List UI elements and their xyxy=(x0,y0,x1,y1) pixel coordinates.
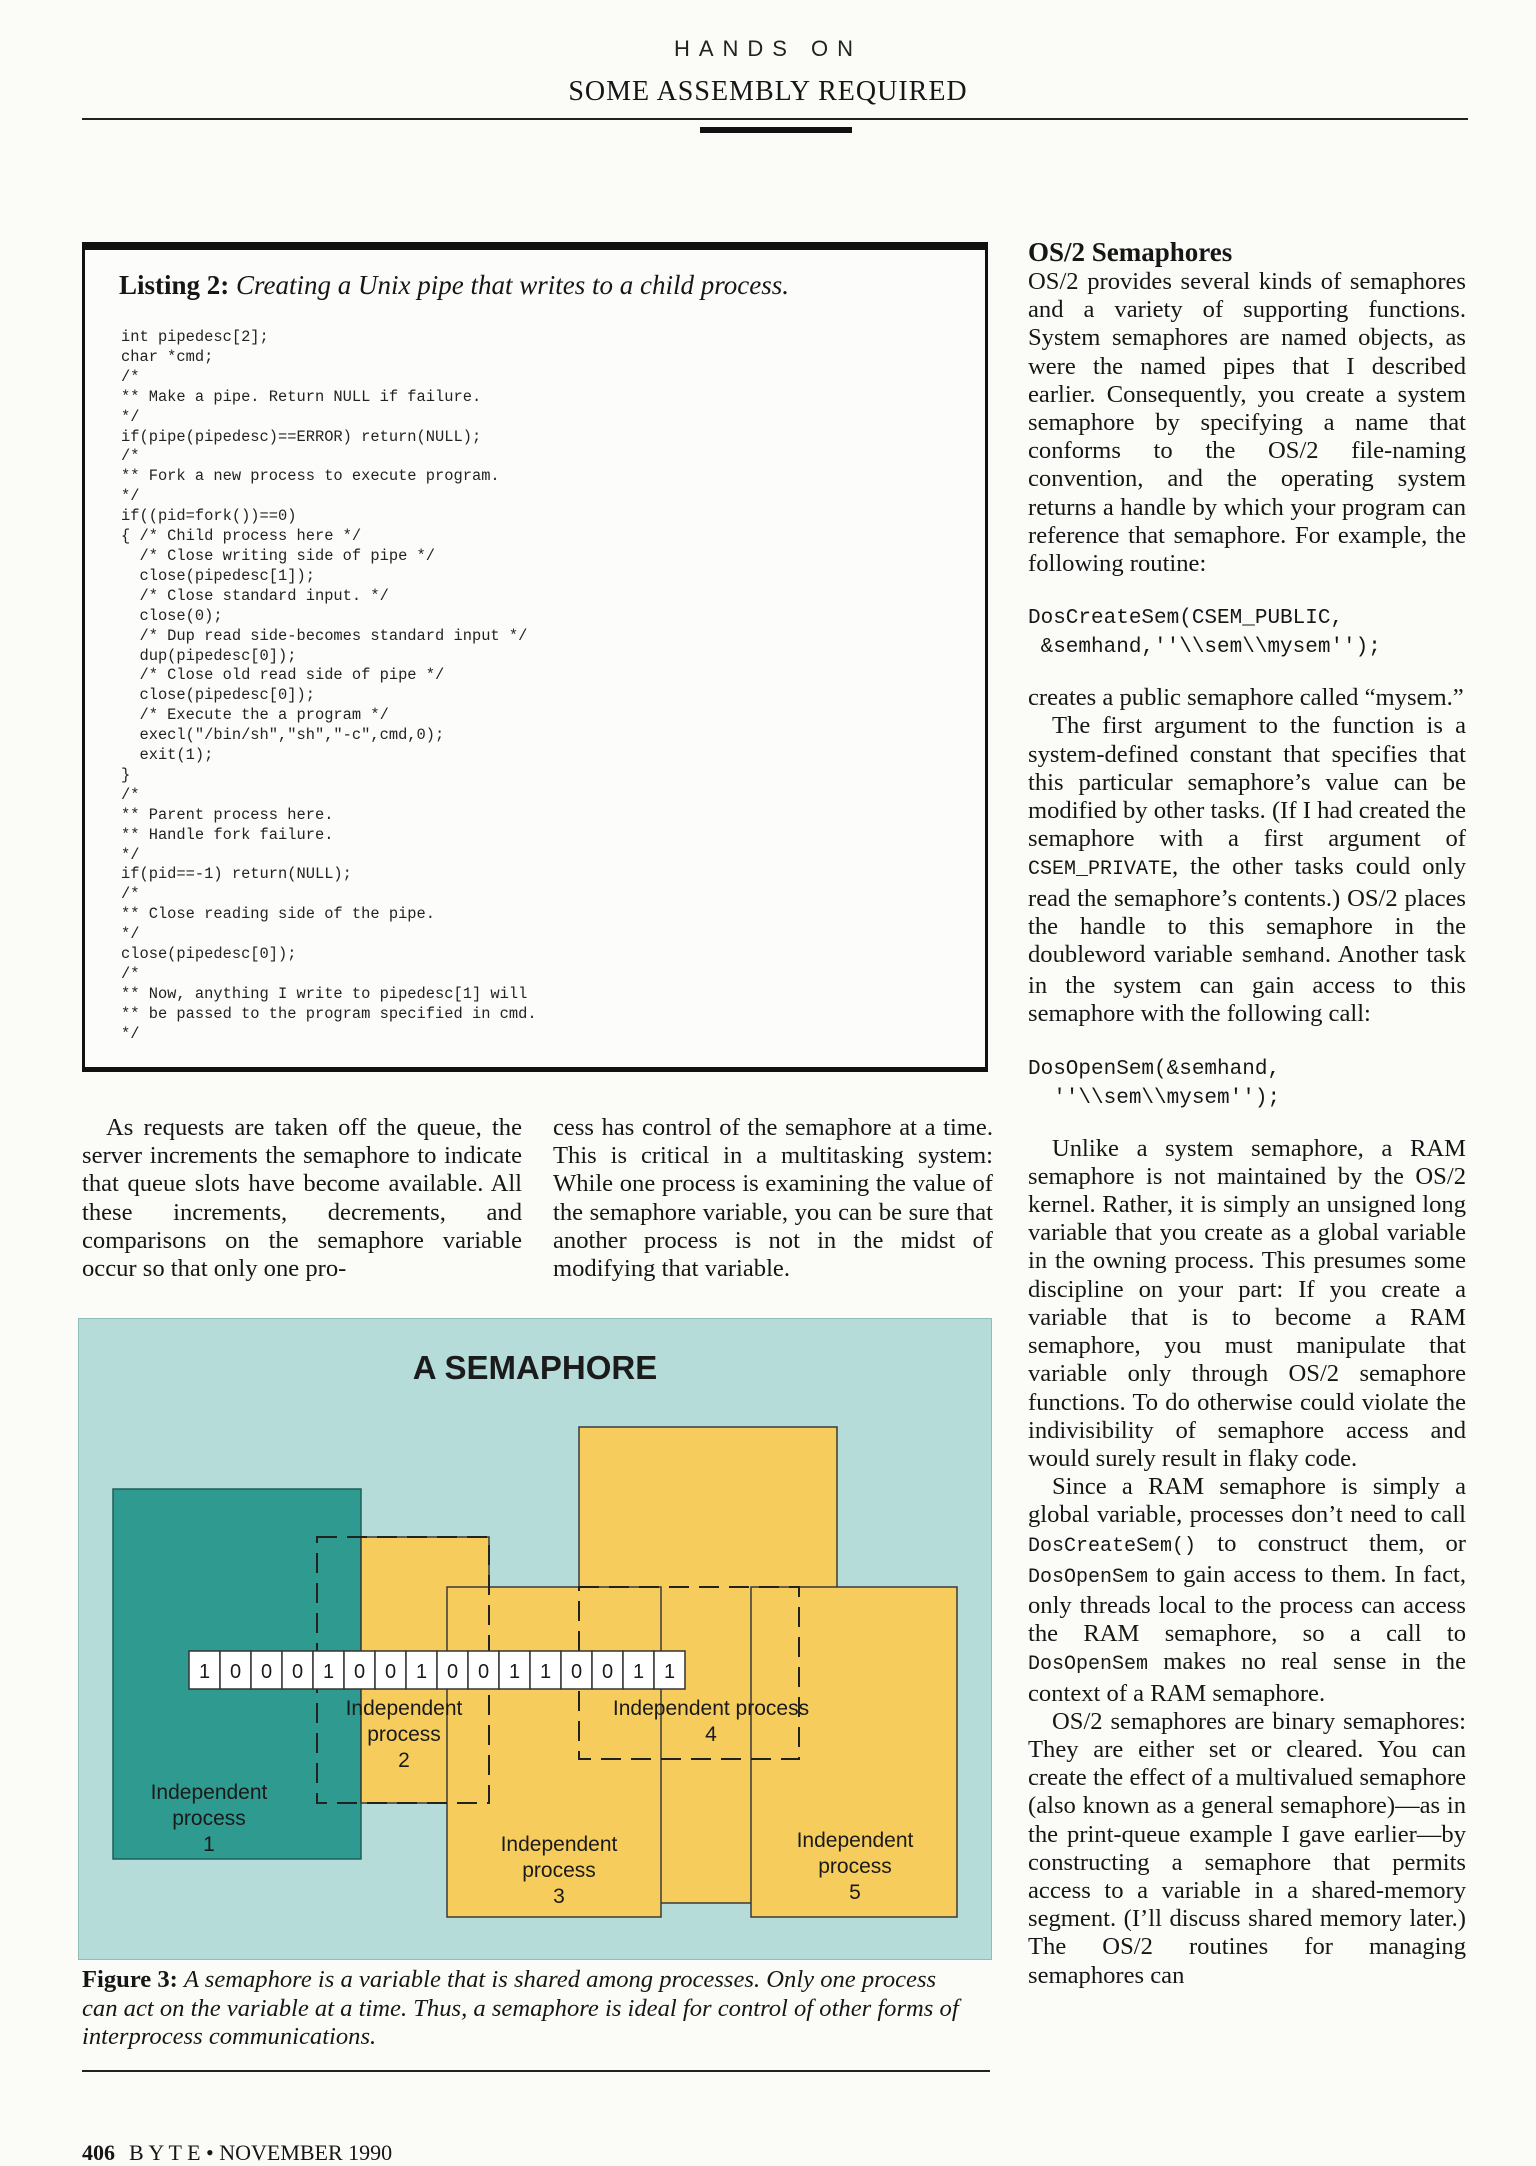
paragraph: As requests are taken off the queue, the server increments the semaphore to indicate that queue slots have become available. All these increments, decrements, and comparisons on the semaphore variable occur so that only one pro- xyxy=(82,1114,522,1283)
semaphore-bit-value: 1 xyxy=(415,1661,428,1683)
figure-label: Figure 3: xyxy=(82,1966,178,1993)
page-footer xyxy=(82,2140,392,2166)
figure-caption-text: A semaphore is a variable that is shared among processes. Only one process can act on the variable at a time. Thus, a semaphore is ideal for control of other forms of interprocess communications. xyxy=(82,1966,959,2050)
paragraph: The first argument to the function is a system-defined constant that specifies that this particular semaphore’s value can be modified by other tasks. (If I had created the semaphore with a first argument of CSEM_PRIVATE, the other tasks could only read the semaphore’s contents.) OS/2 places the handle to this semaphore in the doubleword variable semhand. Another task in the system can gain access to this semaphore with the following call: xyxy=(1028,712,1466,1028)
listing-title: Creating a Unix pipe that writes to a child process. xyxy=(236,270,789,300)
semaphore-bit-value: 0 xyxy=(384,1661,397,1683)
semaphore-bit-value: 0 xyxy=(477,1661,490,1683)
process-4-label: 4 xyxy=(705,1723,717,1746)
paragraph: Unlike a system semaphore, a RAM semaphore is not maintained by the OS/2 kernel. Rather, it is simply an unsigned long variable that you create as a global variable in the owning process. This presumes some discipline on your part: If you create a variable that is to become a RAM semaphore, you must manipulate that variable only through OS/2 semaphore functions. To do otherwise could violate the indivisibility of semaphore access and would surely result in flaky code. xyxy=(1028,1134,1466,1472)
process-2-label: 2 xyxy=(398,1749,410,1772)
semaphore-figure xyxy=(78,1318,992,1960)
header-rule xyxy=(82,118,1468,120)
semaphore-bit-value: 0 xyxy=(291,1661,304,1683)
semaphore-bit-value: 1 xyxy=(539,1661,552,1683)
paragraph: Since a RAM semaphore is simply a global variable, processes don’t need to call DosCreateSem() to construct them, or DosOpenSem to gain access to them. In fact, only threads local to the process can access the RAM semaphore, so a call to DosOpenSem makes no real sense in the context of a RAM semaphore. xyxy=(1028,1473,1466,1707)
column-title: SOME ASSEMBLY REQUIRED xyxy=(568,76,968,107)
process-5-label: Independent xyxy=(796,1829,914,1852)
paragraph: OS/2 provides several kinds of semaphores and a variety of supporting functions. System semaphores are named objects, as were the named pipes that I described earlier. Consequently, you create a system semaphore by specifying a name that conforms to the OS/2 file-naming convention, and the operating system returns a handle by which your program can reference that semaphore. For example, the following routine: xyxy=(1028,268,1466,578)
semaphore-bit-value: 0 xyxy=(260,1661,273,1683)
process-1-label: 1 xyxy=(203,1833,215,1856)
process-5-label: process xyxy=(818,1855,892,1878)
semaphore-bit-value: 1 xyxy=(322,1661,335,1683)
semaphore-bit-strip xyxy=(189,1651,685,1689)
process-1-label: process xyxy=(172,1807,246,1830)
semaphore-bit-value: 1 xyxy=(632,1661,645,1683)
section-label: HANDS ON xyxy=(673,36,863,61)
semaphore-bit-value: 0 xyxy=(601,1661,614,1683)
semaphore-bit-value: 0 xyxy=(570,1661,583,1683)
figure-caption xyxy=(82,1966,962,2052)
listing-box xyxy=(82,242,988,1072)
process-5-label: 5 xyxy=(849,1881,861,1904)
semaphore-bit-value: 1 xyxy=(198,1661,211,1683)
paragraph: creates a public semaphore called “mysem.” xyxy=(1028,684,1464,712)
magazine-issue: B Y T E • NOVEMBER 1990 xyxy=(129,2140,393,2165)
semaphore-bit-value: 1 xyxy=(508,1661,521,1683)
process-2-label: Independent xyxy=(345,1697,463,1720)
body-column-left xyxy=(82,1114,522,1283)
process-2-label: process xyxy=(367,1723,441,1746)
header-bar xyxy=(700,127,852,133)
body-column-middle xyxy=(553,1114,993,1283)
semaphore-bit-value: 0 xyxy=(446,1661,459,1683)
semaphore-bit-value: 0 xyxy=(353,1661,366,1683)
process-3-label: Independent xyxy=(500,1833,618,1856)
semaphore-diagram xyxy=(79,1319,991,1959)
paragraph: cess has control of the semaphore at a time. This is critical in a multitasking system: While one process is examining the value of the semaphore variable, you can be sure that another process is not in the midst of modifying that variable. xyxy=(553,1114,993,1283)
listing-caption xyxy=(119,270,789,301)
listing-code: int pipedesc[2]; char *cmd; /* ** Make a pipe. Return NULL if failure. */ if(pipe(pipedesc)==ERROR) return(NULL); /* ** Fork a new process to execute program. */ if((pid=fork())==0) { /* Child process here */ /* Close writing side of pipe */ close(pipedesc[1]); /* Close standard input. */ close(0); /* Dup read side-becomes standard input */ dup(pipedesc[0]); /* Close old read side of pipe */ close(pipedesc[0]); /* Execute the a program */ execl("/bin/sh","sh","-c",cmd,0); exit(1); } /* ** Parent process here. ** Handle fork failure. */ if(pid==-1) return(NULL); /* ** Close reading side of the pipe. */ close(pipedesc[0]); /* ** Now, anything I write to pipedesc[1] will ** be passed to the program specified in cmd. */ xyxy=(121,328,537,1043)
listing-label: Listing 2: xyxy=(119,270,230,300)
paragraph: OS/2 semaphores are binary semaphores: They are either set or cleared. You can create the effect of a multivalued semaphore (also known as a general semaphore)—as in the print-queue example I gave earlier—by constructing a semaphore that permits access to a variable in a shared-memory segment. (I’ll discuss shared memory later.) The OS/2 routines for managing semaphores can xyxy=(1028,1707,1466,1989)
figure-rule xyxy=(82,2070,990,2072)
body-column-right xyxy=(1028,236,1466,1990)
page-number: 406 xyxy=(82,2140,115,2165)
process-4-label: Independent process xyxy=(612,1697,810,1720)
code-example-open: DosOpenSem(&semhand, ''\\sem\\mysem''); xyxy=(1028,1057,1281,1110)
process-3-label: 3 xyxy=(553,1885,565,1908)
process-1-label: Independent xyxy=(150,1781,268,1804)
code-example-create: DosCreateSem(CSEM_PUBLIC, &semhand,''\\sem\\mysem''); xyxy=(1028,607,1381,660)
semaphore-bit-value: 1 xyxy=(663,1661,676,1683)
semaphore-bit-value: 0 xyxy=(229,1661,242,1683)
process-3-label: process xyxy=(522,1859,596,1882)
section-heading: OS/2 Semaphores xyxy=(1028,237,1233,267)
figure-title: A SEMAPHORE xyxy=(412,1349,658,1386)
